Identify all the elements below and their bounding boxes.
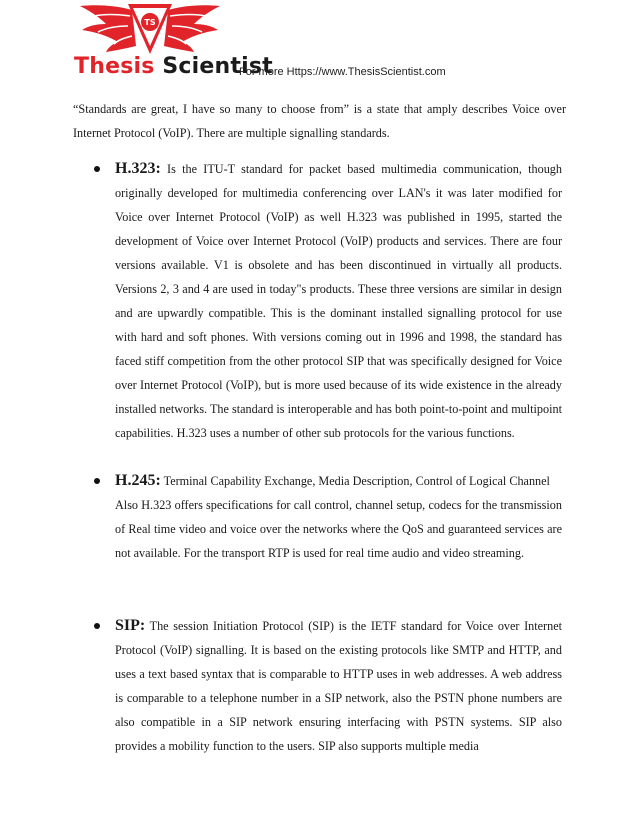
- logo-word-thesis: Thesis: [74, 54, 155, 79]
- item-paragraph: [115, 469, 562, 493]
- logo-emblem-icon: [70, 0, 230, 60]
- intro-paragraph: “Standards are great, I have so many to choose from” is a state that amply describes Voice over Internet Protocol (VoIP). There are multiple signalling standards.: [73, 102, 566, 140]
- bullet-icon: [94, 478, 100, 484]
- item-paragraph-continued: Also H.323 offers specifications for call control, channel setup, codecs for the transmission of Real time video and voice over the networks where the QoS and guaranteed services are not available. For the transport RTP is used for real time audio and video streaming.: [115, 498, 562, 560]
- list-item-h245: [115, 469, 562, 565]
- item-title: H.323:: [115, 160, 161, 177]
- logo-word-scientist: Scientist: [162, 54, 273, 79]
- item-text: Terminal Capability Exchange, Media Description, Control of Logical Channel: [163, 474, 550, 488]
- list-item-h323: [115, 157, 562, 445]
- svg-text:TS: TS: [144, 18, 156, 27]
- page-header: [64, 0, 584, 90]
- item-text: Is the ITU-T standard for packet based multimedia communication, though originally developed for multimedia conferencing over LAN's it was later modified for Voice over Internet Protocol (VoIP) as well H.323 was published in 1995, started the development of Voice over Internet Protocol (VoIP) products and services. There are four versions available. V1 is obsolete and has been discontinued in virtually all products. Versions 2, 3 and 4 are used in today"s products. These three versions are similar in design and are upwardly compatible. This is the dominant installed signalling protocol for use with hard and soft phones. With versions coming out in 1996 and 1998, the standard has faced stiff competition from the other protocol SIP that was specifically designed for Voice over Internet Protocol (VoIP), but is more used because of its wide existence in the already installed networks. The standard is interoperable and has both point-to-point and multipoint capabilities. H.323 uses a number of other sub protocols for the various functions.: [115, 162, 562, 440]
- item-paragraph: [115, 157, 562, 445]
- bullet-icon: [94, 623, 100, 629]
- bullet-icon: [94, 166, 100, 172]
- item-title: H.245:: [115, 472, 161, 489]
- item-title: SIP:: [115, 617, 146, 634]
- list-item-sip: [115, 614, 562, 758]
- website-link[interactable]: For more Https://www.ThesisScientist.com: [239, 66, 446, 78]
- item-paragraph: [115, 614, 562, 758]
- item-text: The session Initiation Protocol (SIP) is the IETF standard for Voice over Internet Protocol (VoIP) signalling. It is based on the existing protocols like SMTP and HTTP, and uses a text based syntax that is comparable to HTTP uses in web addresses. A web address is comparable to a telephone number in a SIP network, also the PSTN phone numbers are also compatible in a SIP network ensuring interfacing with PSTN systems. SIP also provides a mobility function to the users. SIP also supports multiple media: [115, 619, 562, 753]
